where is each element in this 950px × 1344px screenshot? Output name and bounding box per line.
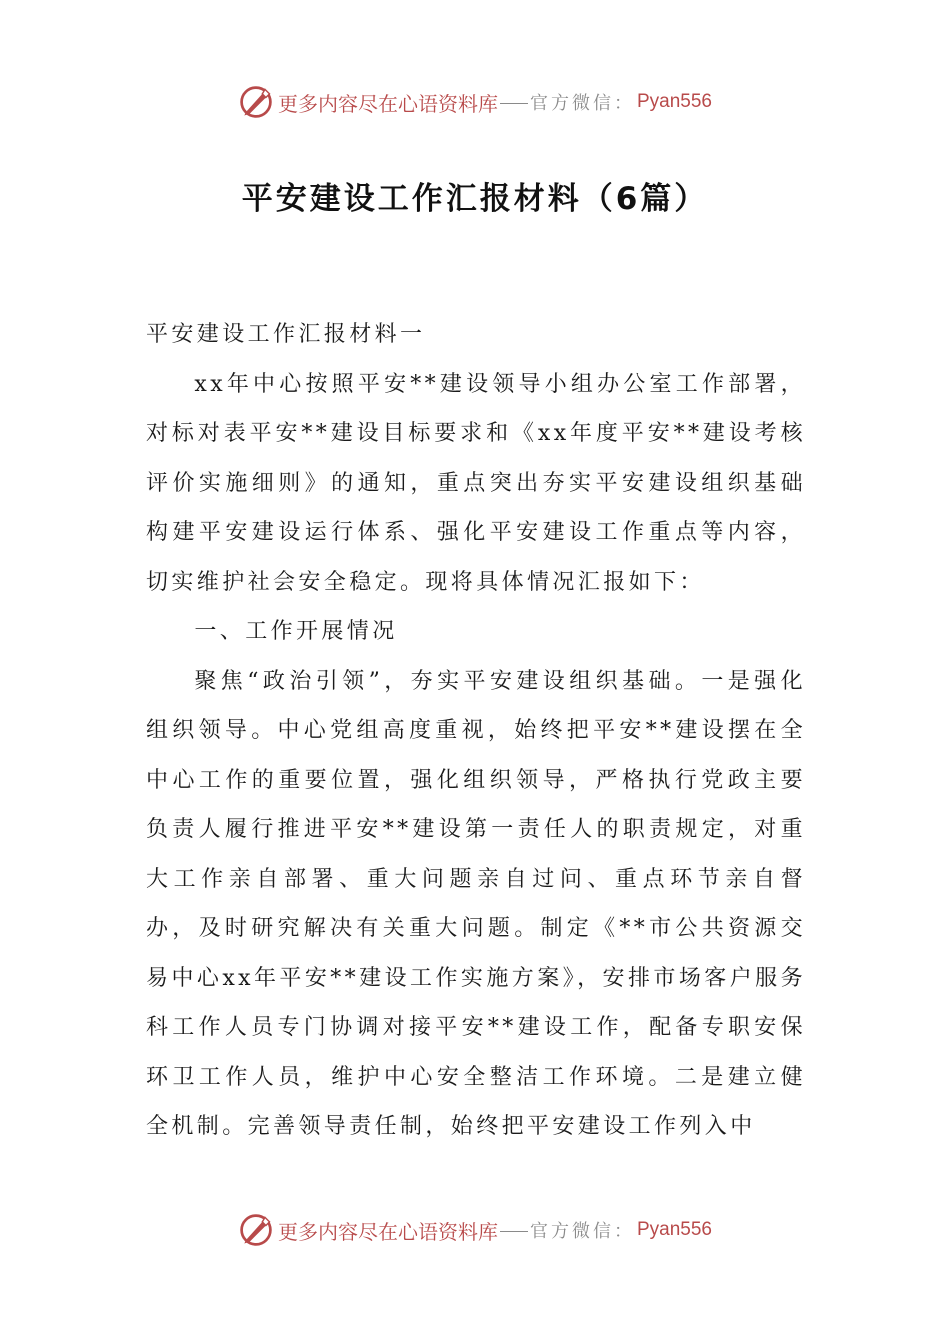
pen-logo-icon — [238, 84, 274, 120]
body-paragraph: 聚焦“政治引领”，夯实平安建设组织基础。一是强化组织领导。中心党组高度重视，始终把平安**建设摆在全中心工作的重要位置，强化组织领导，严格执行党政主要负责人履行推进平安**建设第一责任人的职责规定，对重大工作亲自部署、重大问题亲自过问、重点环节亲自督办，及时研究解决有关重大问题。制定《**市公共资源交易中心xx年平安**建设工作实施方案》，安排市场客户服务科工作人员专门协调对接平安**建设工作，配备专职安保环卫工作人员，维护中心安全整洁工作环境。二是建立健全机制。完善领导责任制，始终把平安建设工作列入中 — [146, 668, 806, 1139]
watermark-dash — [500, 1231, 528, 1232]
watermark-brand: 更多内容尽在心语资料库 — [277, 91, 498, 116]
watermark-dash — [500, 103, 528, 104]
watermark-wechat-label: 官方微信： — [529, 93, 635, 114]
watermark-banner-bottom — [0, 1208, 950, 1252]
section-title: 平安建设工作汇报材料一 — [146, 322, 426, 347]
pen-logo-icon — [238, 1212, 274, 1248]
watermark-banner-top — [0, 80, 950, 124]
watermark-wechat-id: Pyan556 — [636, 91, 712, 112]
watermark-wechat-label: 官方微信： — [529, 1221, 635, 1242]
intro-paragraph: xx年中心按照平安**建设领导小组办公室工作部署，对标对表平安**建设目标要求和《xx年度平安**建设考核评价实施细则》的通知，重点突出夯实平安建设组织基础构建平安建设运行体系、强化平安建设工作重点等内容，切实维护社会安全稳定。现将具体情况汇报如下： — [146, 371, 806, 595]
document-body — [146, 310, 806, 1152]
watermark-brand: 更多内容尽在心语资料库 — [277, 1219, 498, 1244]
watermark-wechat-id: Pyan556 — [636, 1219, 712, 1240]
document-title: 平安建设工作汇报材料（6篇） — [241, 181, 709, 217]
heading-work-progress: 一、工作开展情况 — [194, 619, 398, 644]
